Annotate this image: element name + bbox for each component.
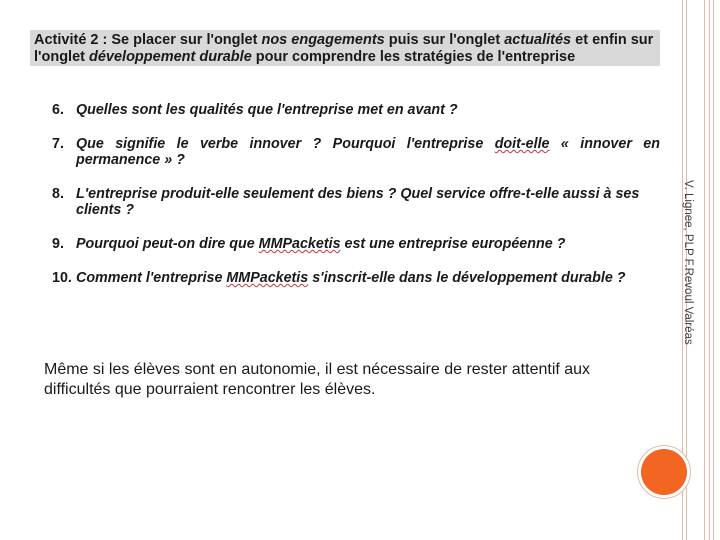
activity-prefix: Activité 2 :	[34, 32, 112, 48]
tab-name-engagements: nos engagements	[261, 32, 385, 48]
question-8: 8. L'entreprise produit-elle seulement des biens ? Quel service offre-t-elle aussi à ses clients ?	[52, 186, 640, 218]
question-list	[52, 98, 660, 286]
question-10: 10. Comment l'entreprise MMPacketis s'inscrit-elle dans le développement durable ?	[52, 270, 626, 286]
question-7: 7. Que signifie le verbe innover ? Pourquoi l'entreprise doit-elle « innover en permanence » ?	[52, 136, 660, 168]
activity-instruction: Activité 2 : Se placer sur l'onglet nos engagements puis sur l'onglet actualités et enfin sur l'onglet développement durable pour comprendre les stratégies de l'entreprise	[30, 30, 660, 66]
question-6: 6. Quelles sont les qualités que l'entreprise met en avant ?	[52, 102, 458, 118]
tab-name-actualites: actualités	[504, 32, 572, 48]
teacher-note: Même si les élèves sont en autonomie, il est nécessaire de rester attentif aux difficultés que pourraient rencontrer les élèves.	[44, 361, 591, 398]
tab-name-developpement: développement durable	[89, 49, 252, 65]
orange-circle-decoration	[641, 449, 687, 495]
author-credit: V. Lignee, PLP F.Revoul Valréas	[682, 180, 694, 345]
question-9: 9. Pourquoi peut-on dire que MMPacketis est une entreprise européenne ?	[52, 236, 566, 252]
